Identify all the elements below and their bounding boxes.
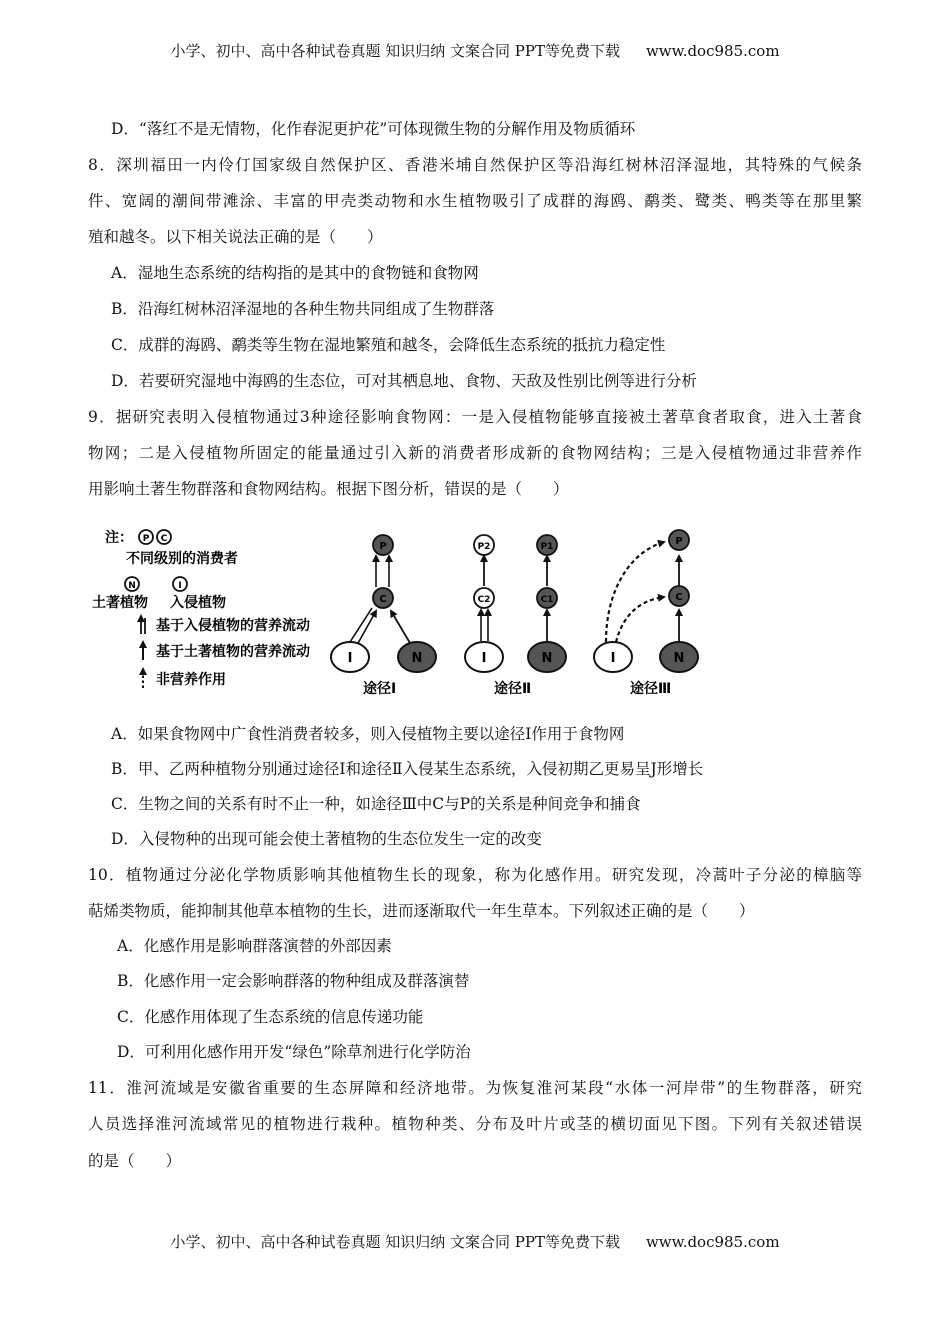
r1-node-c-label: C	[379, 594, 387, 605]
q10-option-c: C．化感作用体现了生态系统的信息传递功能	[117, 1008, 424, 1026]
page-header	[0, 40, 950, 61]
r1-node-i-label: I	[347, 651, 353, 666]
route-3-label: 途径Ⅲ	[630, 681, 672, 697]
r2-node-p1-label: P1	[540, 542, 554, 552]
q8-stem-line2: 件、宽阔的潮间带滩涂、丰富的甲壳类动物和水生植物吸引了成群的海鸥、鹬类、鹭类、鸭类等在那里繁	[88, 192, 862, 210]
legend-consumers: 不同级别的消费者	[126, 551, 238, 567]
q10-stem-line2: 萜烯类物质，能抑制其他草本植物的生长，进而逐渐取代一年生草本。下列叙述正确的是（ ）	[88, 902, 755, 920]
q8-option-b: B．沿海红树林沼泽湿地的各种生物共同组成了生物群落	[111, 300, 495, 318]
r1-node-p-label: P	[379, 541, 387, 552]
legend-n-letter: N	[128, 581, 136, 591]
route-2-label: 途径Ⅱ	[494, 681, 532, 697]
r1-node-n-label: N	[411, 651, 423, 666]
q11-stem-line1: 11．淮河流域是安徽省重要的生态屏障和经济地带。为恢复淮河某段“水体一河岸带”的生物群落，研究	[88, 1079, 862, 1097]
legend-non-trophic: 非营养作用	[156, 672, 226, 688]
r2-node-i-label: I	[481, 651, 487, 666]
legend-p-letter: P	[142, 534, 150, 544]
q8-option-d: D．若要研究湿地中海鸥的生态位，可对其栖息地、食物、天敌及性别比例等进行分析	[111, 372, 697, 390]
footer-text: 小学、初中、高中各种试卷真题 知识归纳 文案合同 PPT等免费下载	[170, 1233, 620, 1251]
q10-option-b: B．化感作用一定会影响群落的物种组成及群落演替	[117, 972, 470, 990]
footer-site[interactable]: www.doc985.com	[645, 1233, 780, 1251]
r1-arrow-n-c	[391, 611, 410, 643]
q8-stem-line3: 殖和越冬。以下相关说法正确的是（ ）	[88, 228, 383, 246]
r3-node-n-label: N	[673, 651, 685, 666]
r2-node-c1-label: C1	[540, 595, 554, 605]
r2-node-c2-label: C2	[477, 595, 491, 605]
q8-option-c: C．成群的海鸥、鹬类等生物在湿地繁殖和越冬，会降低生态系统的抵抗力稳定性	[111, 336, 666, 354]
r2-node-n-label: N	[541, 651, 553, 666]
q9-option-b: B．甲、乙两种植物分别通过途径Ⅰ和途径Ⅱ入侵某生态系统，入侵初期乙更易呈J形增长	[111, 760, 704, 778]
r3-node-i-label: I	[610, 651, 616, 666]
q10-stem-line1: 10．植物通过分泌化学物质影响其他植物生长的现象，称为化感作用。研究发现，冷蒿叶子分泌的樟脑等	[88, 866, 862, 884]
legend-flow-native: 基于土著植物的营养流动	[156, 644, 310, 660]
q7-option-d: D．“落红不是无情物，化作春泥更护花”可体现微生物的分解作用及物质循环	[111, 120, 636, 138]
q10-option-a: A．化感作用是影响群落演替的外部因素	[117, 937, 392, 955]
r3-dashed-i-p	[606, 542, 664, 642]
q9-stem-line2: 物网；二是入侵植物所固定的能量通过引入新的消费者形成新的食物网结构；三是入侵植物通过非营养作	[88, 444, 862, 462]
page-footer	[0, 1231, 950, 1252]
legend-native: 土著植物	[92, 595, 148, 611]
q9-option-d: D．入侵物种的出现可能会使土著植物的生态位发生一定的改变	[111, 830, 542, 848]
q8-option-a: A．湿地生态系统的结构指的是其中的食物链和食物网	[111, 264, 479, 282]
r3-dashed-i-c	[616, 597, 664, 642]
r3-node-p-label: P	[675, 536, 683, 547]
header-site[interactable]: www.doc985.com	[645, 42, 780, 60]
legend-c-letter: C	[160, 534, 168, 544]
r2-node-p2-label: P2	[477, 542, 491, 552]
q10-option-d: D．可利用化感作用开发“绿色”除草剂进行化学防治	[117, 1043, 471, 1061]
q8-stem-line1: 8．深圳福田一内伶仃国家级自然保护区、香港米埔自然保护区等沿海红树林沼泽湿地，其特殊的气候条	[88, 156, 862, 174]
legend-i-letter: I	[178, 581, 182, 591]
r3-node-c-label: C	[675, 592, 683, 603]
q9-option-c: C．生物之间的关系有时不止一种，如途径Ⅲ中C与P的关系是种间竞争和捕食	[111, 795, 641, 813]
q11-stem-line3: 的是（ ）	[88, 1152, 182, 1170]
legend-note: 注：	[105, 530, 133, 546]
q9-stem-line1: 9．据研究表明入侵植物通过3种途径影响食物网：一是入侵植物能够直接被土著草食者取食，进入土著食	[88, 408, 862, 426]
q11-stem-line2: 人员选择淮河流域常见的植物进行栽种。植物种类、分布及叶片或茎的横切面见下图。下列有关叙述错误	[88, 1115, 862, 1133]
header-text: 小学、初中、高中各种试卷真题 知识归纳 文案合同 PPT等免费下载	[170, 42, 620, 60]
legend-invasive: 入侵植物	[170, 595, 226, 611]
q9-option-a: A．如果食物网中广食性消费者较多，则入侵植物主要以途径Ⅰ作用于食物网	[111, 725, 625, 743]
route-1-label: 途径Ⅰ	[363, 681, 397, 697]
food-web-diagram	[0, 515, 950, 710]
q9-stem-line3: 用影响土著生物群落和食物网结构。根据下图分析，错误的是（ ）	[88, 480, 569, 498]
legend-flow-invasive: 基于入侵植物的营养流动	[156, 618, 310, 634]
